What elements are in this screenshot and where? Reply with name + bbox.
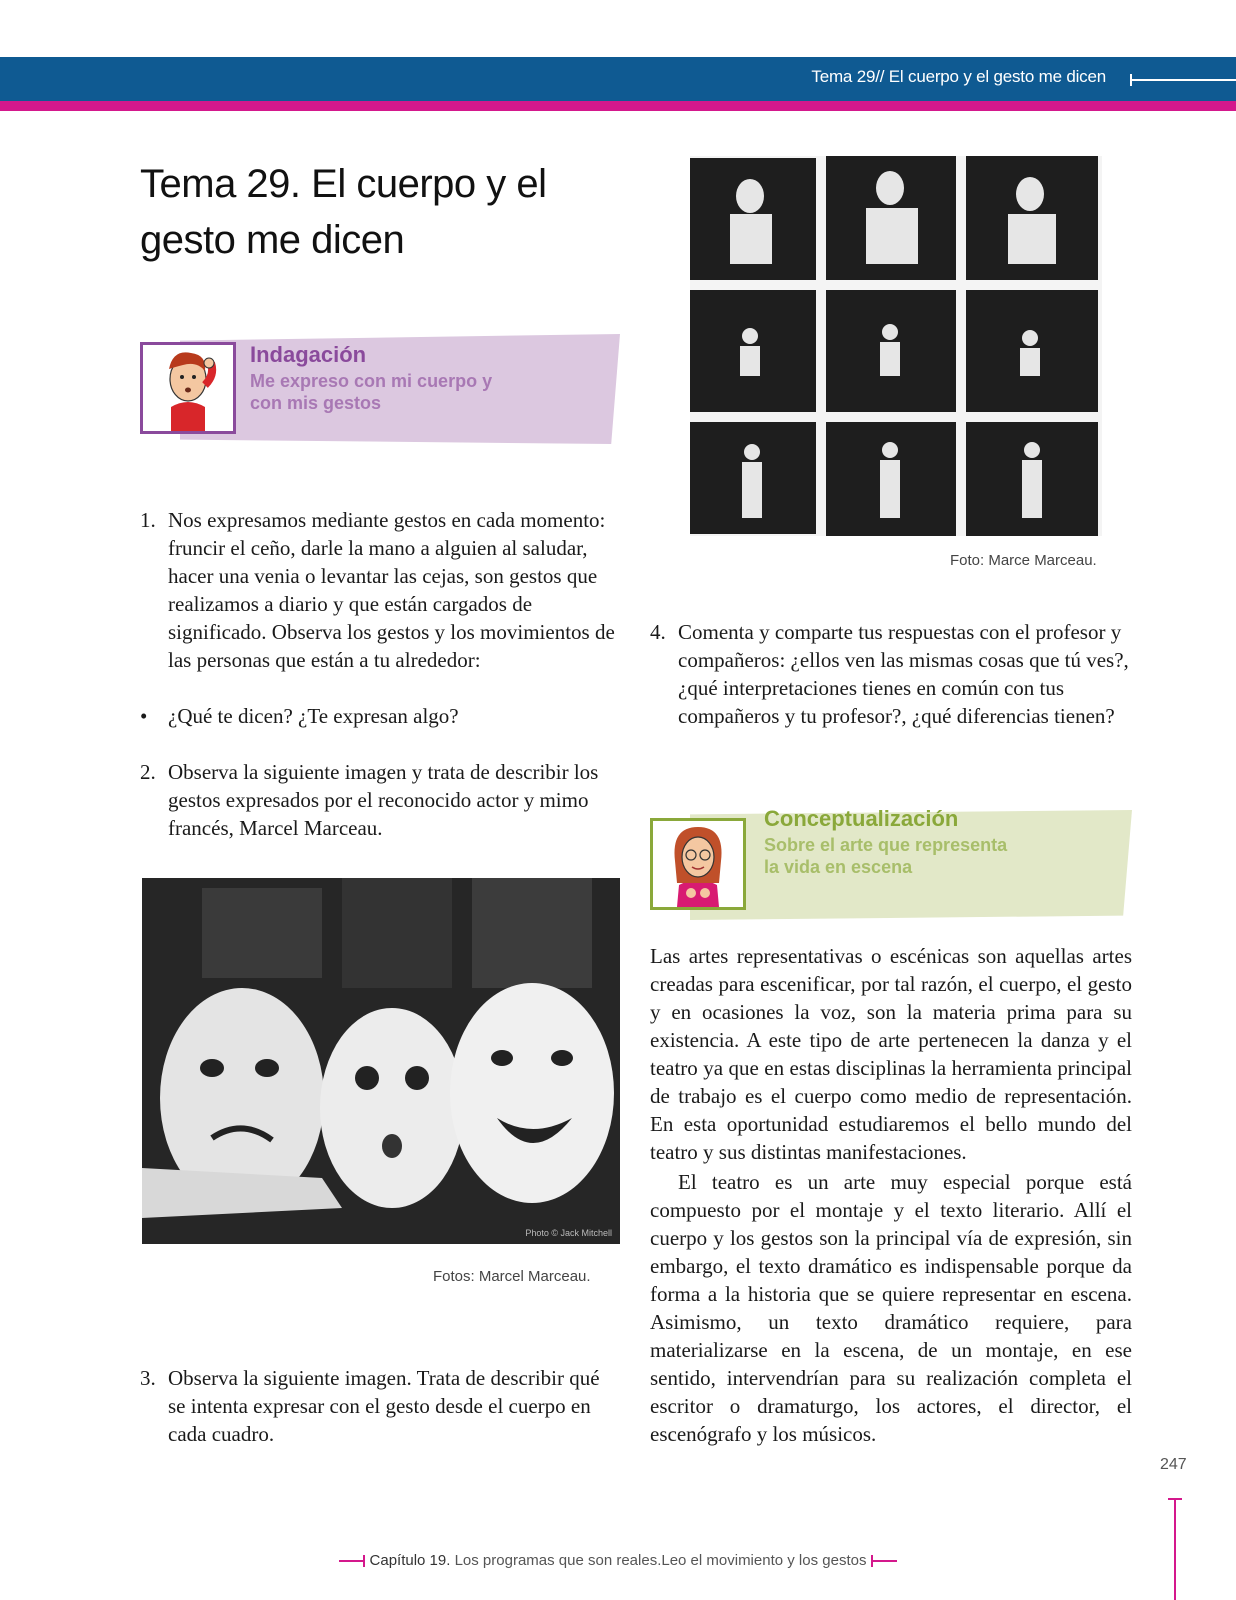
faces-caption: Fotos: Marcel Marceau. (433, 1268, 591, 1285)
indagacion-frame (140, 342, 236, 434)
conceptualizacion-banner (650, 806, 1132, 920)
body-paragraph-1: Las artes representativas o escénicas son aquellas artes creadas para escenificar, por tal razón, el cuerpo, el gesto y en ocasiones la voz, son la materia prima para su existencia. A este tipo de arte pertenecen la danza y el teatro ya que en estas disciplinas la herramienta principal de trabajo es el cuerpo como medio de representación. En esta oportunidad estudiaremos el bello mundo del teatro y sus distintas manifestaciones. (650, 944, 1132, 1164)
item-1-number: 1. (140, 508, 156, 532)
running-title: Tema 29// El cuerpo y el gesto me dicen (811, 67, 1106, 86)
bullet-text: ¿Qué te dicen? ¿Te expresan algo? (168, 704, 459, 728)
item-4-text: Comenta y comparte tus respuestas con el profesor y compañeros: ¿ellos ven las mismas cosas que tú ves?, ¿qué interpretaciones tienes en común con tus compañeros y tu profesor?, ¿qué diferencias tienen? (678, 620, 1129, 728)
mime-faces-image (142, 878, 620, 1244)
body-paragraph-2: El teatro es un arte muy especial porque está compuesto por el montaje y el texto literario. Allí el cuerpo y los gestos son la principal vía de expresión, sin embargo, el texto dramático es indispensable porque da forma a la historia que se quiere representar en escena. Asimismo, un texto dramático requiere, para materializarse en la escena, de un montaje, en ese sentido, intervendrían para su realización completa el escritor o dramaturgo, los actores, el director, el escenógrafo y los músicos. (650, 1170, 1132, 1446)
photo-credit: Photo © Jack Mitchell (525, 1228, 612, 1238)
item-3-number: 3. (140, 1366, 156, 1390)
header-accent-bar (0, 101, 1236, 111)
item-1-text: Nos expresamos mediante gestos en cada momento: fruncir el ceño, darle la mano a alguien al saludar, hacer una venia o levantar las cejas, son gestos que realizamos a diario y que están cargados de significado. Observa los gestos y los movimientos de las personas que están a tu alrededor: (168, 508, 615, 672)
marceau-faces-photo (142, 878, 620, 1244)
indagacion-title: Indagación (250, 342, 367, 367)
conceptualizacion-subtitle-2: la vida en escena (764, 857, 913, 877)
item-2 (140, 758, 616, 842)
item-3 (140, 1364, 620, 1448)
item-1 (140, 506, 616, 674)
indagacion-subtitle-1: Me expreso con mi cuerpo y (250, 371, 493, 391)
conceptualizacion-subtitle-1: Sobre el arte que representa (764, 835, 1008, 855)
mime-poses-grid-image (690, 156, 1102, 536)
item-3-text: Observa la siguiente imagen. Trata de describir qué se intenta expresar con el gesto desde el cuerpo en cada cuadro. (168, 1366, 600, 1446)
bullet-item (140, 702, 616, 730)
footer-right-tick (871, 1560, 897, 1562)
conceptualizacion-frame (650, 818, 746, 910)
item-2-number: 2. (140, 760, 156, 784)
indagacion-subtitle-2: con mis gestos (250, 393, 382, 413)
girl-teacher-icon (653, 821, 743, 907)
footer-text: Los programas que son reales.Leo el movimiento y los gestos (450, 1552, 867, 1569)
item-4 (650, 618, 1130, 730)
footer (0, 1552, 1236, 1569)
footer-left-tick (339, 1560, 365, 1562)
indagacion-banner (140, 334, 620, 444)
page-title: Tema 29. El cuerpo y el gesto me dicen (140, 162, 547, 262)
bullet-icon: • (140, 704, 148, 728)
marceau-grid-photo (690, 156, 1102, 536)
header-line (1130, 79, 1236, 81)
page-number: 247 (1160, 1456, 1187, 1473)
conceptualizacion-title: Conceptualización (764, 806, 959, 831)
item-2-text: Observa la siguiente imagen y trata de describir los gestos expresados por el reconocido actor y mimo francés, Marcel Marceau. (168, 760, 599, 840)
grid-caption: Foto: Marce Marceau. (950, 552, 1097, 569)
margin-line (1174, 1498, 1176, 1600)
item-4-number: 4. (650, 620, 666, 644)
thinking-boy-icon (143, 345, 233, 431)
footer-chapter: Capítulo 19. (369, 1552, 451, 1569)
